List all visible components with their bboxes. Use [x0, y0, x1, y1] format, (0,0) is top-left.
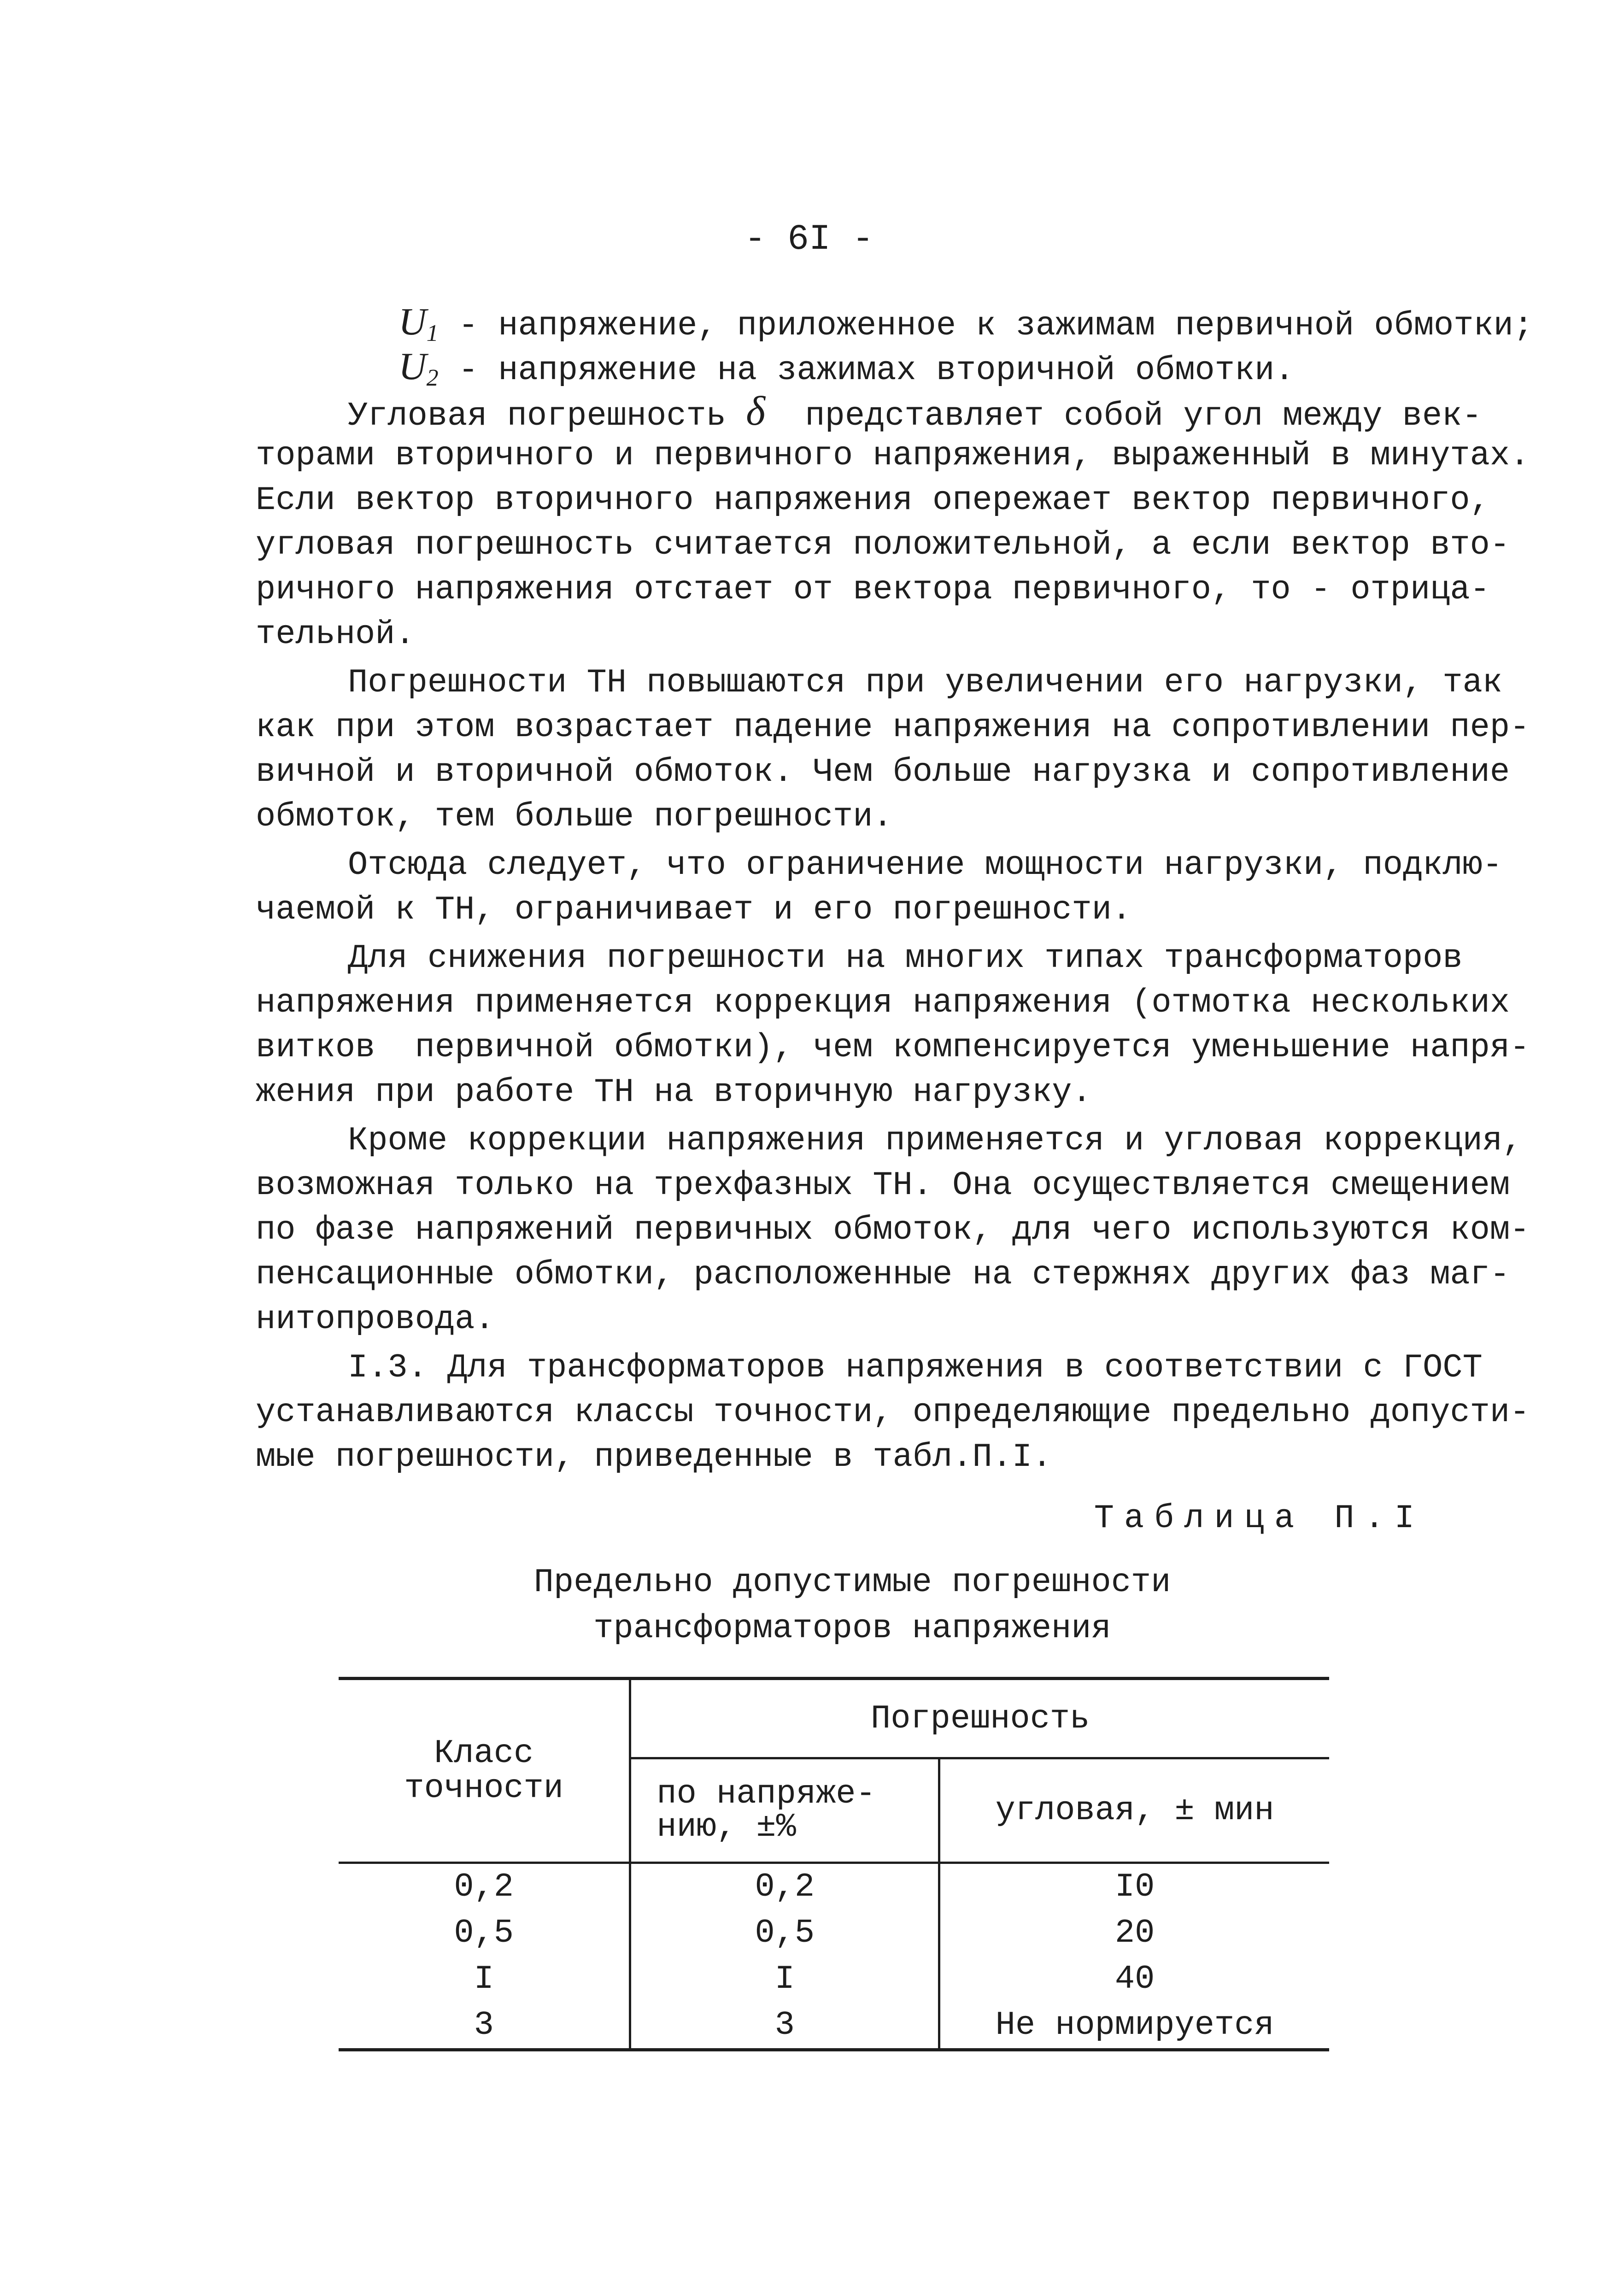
- paragraph-line: вичной и вторичной обмоток. Чем больше нагрузка и сопротивление: [256, 753, 1510, 791]
- paragraph-line: пенсационные обмотки, расположенные на стержнях других фаз маг-: [256, 1256, 1510, 1294]
- paragraph-line: нитопровода.: [256, 1300, 495, 1338]
- cell-class: 3: [339, 2002, 630, 2050]
- text-fragment: представляет собой угол между век-: [765, 397, 1482, 435]
- header-angular-error: угловая, ± мин: [939, 1758, 1329, 1863]
- table-title-line: Предельно допустимые погрешности: [533, 1564, 1171, 1601]
- cell-class: 0,2: [339, 1863, 630, 1910]
- paragraph-line: Отсюда следует, что ограничение мощности нагрузки, подклю-: [348, 846, 1503, 884]
- cell-voltage: 0,2: [630, 1863, 939, 1910]
- text-fragment: Угловая погрешность: [348, 397, 746, 435]
- paragraph-line: обмоток, тем больше погрешности.: [256, 798, 893, 836]
- paragraph-line: Если вектор вторичного напряжения опережает вектор первичного,: [256, 481, 1490, 519]
- paragraph-line: витков первичной обмотки), чем компенсируется уменьшение напря-: [256, 1029, 1530, 1066]
- header-text: по напряже-: [657, 1775, 876, 1813]
- cell-voltage: 3: [630, 2002, 939, 2050]
- paragraph-line: тельной.: [256, 615, 415, 653]
- header-text: Класс: [434, 1734, 534, 1772]
- definition-text: - напряжение на зажимах вторичной обмотки.: [438, 351, 1295, 389]
- table-row: [339, 1956, 1329, 2002]
- page-number: - 6I -: [744, 219, 874, 260]
- cell-voltage: I: [630, 1956, 939, 2002]
- paragraph-line: I.3. Для трансформаторов напряжения в соответствии с ГОСТ: [348, 1349, 1483, 1387]
- definition-u2: [256, 344, 1444, 389]
- paragraph-line: как при этом возрастает падение напряжения на сопротивлении пер-: [256, 709, 1530, 746]
- paragraph-line: чаемой к ТН, ограничивает и его погрешности.: [256, 891, 1132, 929]
- header-text: точности: [404, 1769, 564, 1807]
- paragraph-line: мые погрешности, приведенные в табл.П.I.: [256, 1438, 1052, 1476]
- table-title-line: трансформаторов напряжения: [593, 1610, 1111, 1647]
- cell-angular: 20: [1114, 1914, 1155, 1952]
- error-table: [339, 1677, 1329, 2051]
- symbol-u2: [399, 345, 439, 391]
- paragraph-line: [256, 388, 1482, 435]
- cell-angular: Не нормируется: [939, 2002, 1329, 2050]
- paragraph-line: Погрешности ТН повышаются при увеличении его нагрузки, так: [348, 664, 1503, 702]
- error-table-wrapper: [339, 1677, 1329, 2051]
- header-text: нию, ±%: [657, 1808, 796, 1846]
- cell-class: 0,5: [339, 1910, 630, 1956]
- paragraph-line: устанавливаются классы точности, определяющие предельно допусти-: [256, 1394, 1530, 1431]
- symbol-letter: U: [399, 345, 427, 388]
- paragraph-line: ричного напряжения отстает от вектора первичного, то - отрица-: [256, 571, 1490, 609]
- symbol-subscript: 2: [426, 365, 439, 391]
- header-voltage-error: [630, 1758, 939, 1863]
- paragraph-gap: [256, 657, 1444, 661]
- paragraph-gap: [256, 839, 1444, 843]
- cell-class: I: [339, 1956, 630, 2002]
- paragraph-gap: [256, 1115, 1444, 1119]
- table-label: Таблица П.I: [1094, 1499, 1425, 1537]
- header-error-group: Погрешность: [630, 1679, 1329, 1758]
- paragraph-gap: [256, 1342, 1444, 1346]
- cell-angular: 40: [1114, 1960, 1155, 1998]
- paragraph-line: угловая погрешность считается положительной, а если вектор вто-: [256, 526, 1510, 564]
- paragraph-gap: [256, 932, 1444, 936]
- paragraph-line: жения при работе ТН на вторичную нагрузку.: [256, 1073, 1092, 1111]
- symbol-u1: [399, 300, 439, 346]
- cell-angular: I0: [1114, 1868, 1155, 1906]
- body-text: [256, 299, 1534, 1480]
- paragraph-line: по фазе напряжений первичных обмоток, для чего используются ком-: [256, 1211, 1530, 1249]
- cell-voltage: 0,5: [630, 1910, 939, 1956]
- header-accuracy-class: [339, 1679, 630, 1863]
- paragraph-line: Кроме коррекции напряжения применяется и угловая коррекция,: [348, 1122, 1523, 1160]
- paragraph-line: торами вторичного и первичного напряжения, выраженный в минутах.: [256, 437, 1530, 474]
- delta-symbol: δ: [746, 388, 765, 434]
- table-row: [339, 1910, 1329, 1956]
- symbol-letter: U: [399, 300, 427, 343]
- paragraph-line: Для снижения погрешности на многих типах трансформаторов: [348, 939, 1463, 977]
- paragraph-line: возможная только на трехфазных ТН. Она осуществляется смещением: [256, 1166, 1510, 1204]
- paragraph-line: напряжения применяется коррекция напряжения (отмотка нескольких: [256, 984, 1510, 1022]
- definition-text: - напряжение, приложенное к зажимам первичной обмотки;: [438, 307, 1534, 345]
- table-header-row: [339, 1679, 1329, 1758]
- table-title: [0, 1559, 1618, 1652]
- definition-u1: [256, 299, 1534, 346]
- symbol-subscript: 1: [426, 320, 439, 346]
- table-row: [339, 2002, 1329, 2050]
- table-row: [339, 1863, 1329, 1910]
